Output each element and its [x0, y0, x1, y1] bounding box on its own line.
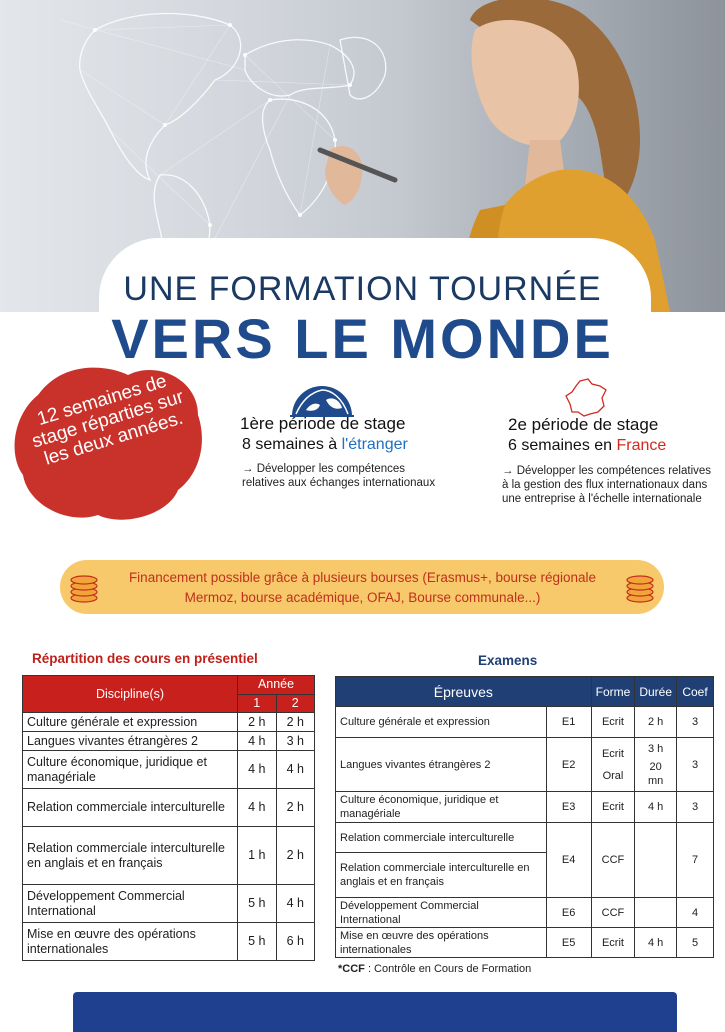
duree-line: 3 h: [648, 742, 664, 755]
forme-cell: CCF: [591, 823, 635, 898]
forme-line: Oral: [602, 769, 624, 782]
code-cell: E4: [546, 823, 591, 898]
header-year2: 2: [276, 694, 314, 713]
table-row: [23, 751, 315, 789]
header-forme: Forme: [591, 677, 635, 707]
table-row: [336, 928, 714, 958]
duree-cell: 2 h: [635, 707, 677, 738]
year2-cell: 4 h: [276, 751, 314, 789]
table-row: [336, 707, 714, 738]
epreuve-cell: Relation commerciale interculturelle en anglais et en français: [336, 853, 547, 898]
code-cell: E1: [546, 707, 591, 738]
coef-cell: 3: [677, 738, 714, 792]
year1-cell: 1 h: [238, 827, 276, 885]
epreuve-cell: Relation commerciale interculturelle: [336, 823, 547, 853]
burst-text: 12 semaines de stage réparties sur les deux années.: [29, 370, 187, 470]
discipline-cell: Relation commerciale interculturelle: [23, 789, 238, 827]
ccf-footnote: [338, 963, 531, 975]
year1-cell: 4 h: [238, 751, 276, 789]
ccf-note-bold: *CCF: [338, 963, 365, 975]
period2-subtitle: [508, 437, 666, 455]
table-row: [336, 823, 714, 853]
discipline-cell: Culture économique, juridique et managériale: [23, 751, 238, 789]
globe-icon: [288, 380, 356, 418]
period1-sub-prefix: 8 semaines à: [242, 436, 342, 453]
period2-title: 2e période de stage: [508, 415, 659, 434]
period2-sub-prefix: 6 semaines en: [508, 437, 617, 454]
epreuve-cell: Langues vivantes étrangères 2: [336, 738, 547, 792]
duree-cell: [635, 898, 677, 928]
forme-line: Ecrit: [601, 747, 624, 760]
year2-cell: 3 h: [276, 732, 314, 751]
exams-table: [335, 676, 714, 958]
discipline-cell: Développement Commercial International: [23, 885, 238, 923]
year1-cell: 2 h: [238, 713, 276, 732]
forme-cell: Ecrit: [591, 707, 635, 738]
epreuve-cell: Culture générale et expression: [336, 707, 547, 738]
duree-cell: 4 h: [635, 792, 677, 823]
period1-sub-highlight: l'étranger: [341, 436, 408, 453]
code-cell: E3: [546, 792, 591, 823]
header-coef: Coef: [677, 677, 714, 707]
table-row: [23, 923, 315, 961]
courses-table: [22, 675, 315, 961]
coef-cell: 3: [677, 792, 714, 823]
france-map-icon: [562, 378, 610, 418]
year2-cell: 2 h: [276, 713, 314, 732]
epreuve-cell: Mise en œuvre des opérations internationales: [336, 928, 547, 958]
coins-icon: [622, 570, 658, 606]
code-cell: E6: [546, 898, 591, 928]
coef-cell: 5: [677, 928, 714, 958]
year1-cell: 4 h: [238, 789, 276, 827]
coef-cell: 3: [677, 707, 714, 738]
header-annee: Année: [238, 676, 315, 695]
year2-cell: 4 h: [276, 885, 314, 923]
funding-text: Financement possible grâce à plusieurs bourses (Erasmus+, bourse régionale Mermoz, bourse académique, OFAJ, Bourse communale...): [128, 570, 597, 605]
epreuve-cell: Développement Commercial International: [336, 898, 547, 928]
year1-cell: 4 h: [238, 732, 276, 751]
period1-subtitle: [242, 436, 408, 454]
year1-cell: 5 h: [238, 885, 276, 923]
year2-cell: 2 h: [276, 827, 314, 885]
duree-cell: [635, 738, 677, 792]
forme-cell: Ecrit: [591, 928, 635, 958]
page-title-line1: UNE FORMATION TOURNÉE: [123, 270, 602, 308]
discipline-cell: Mise en œuvre des opérations internationales: [23, 923, 238, 961]
year2-cell: 6 h: [276, 923, 314, 961]
forme-cell: Ecrit: [591, 792, 635, 823]
header-year1: 1: [238, 694, 276, 713]
forme-cell: [591, 738, 635, 792]
header-discipline: Discipline(s): [23, 676, 238, 713]
code-cell: E2: [546, 738, 591, 792]
coins-icon: [66, 570, 102, 606]
duree-cell: [635, 823, 677, 898]
period2-sub-highlight: France: [616, 437, 667, 454]
table-row: [336, 898, 714, 928]
period1-title: 1ère période de stage: [240, 414, 406, 433]
period1-description: → Développer les compétences relatives aux échanges internationaux: [242, 463, 436, 489]
page-title-line2: VERS LE MONDE: [111, 307, 614, 370]
coef-cell: 7: [677, 823, 714, 898]
duree-line: 20 mn: [648, 760, 664, 787]
table-row: [23, 789, 315, 827]
code-cell: E5: [546, 928, 591, 958]
discipline-cell: Relation commerciale interculturelle en anglais et en français: [23, 827, 238, 885]
duree-cell: 4 h: [635, 928, 677, 958]
table-row: [336, 792, 714, 823]
period2-description: → Développer les compétences relatives à la gestion des flux internationaux dans une entreprise à l'échelle internationale: [502, 465, 712, 505]
discipline-cell: Langues vivantes étrangères 2: [23, 732, 238, 751]
table-row: [336, 738, 714, 792]
coef-cell: 4: [677, 898, 714, 928]
exams-table-title: Examens: [478, 653, 538, 668]
discipline-cell: Culture générale et expression: [23, 713, 238, 732]
forme-cell: CCF: [591, 898, 635, 928]
year2-cell: 2 h: [276, 789, 314, 827]
year1-cell: 5 h: [238, 923, 276, 961]
ccf-note-text: : Contrôle en Cours de Formation: [364, 963, 532, 975]
header-duree: Durée: [635, 677, 677, 707]
header-epreuves: Épreuves: [336, 677, 592, 707]
table-row: [23, 885, 315, 923]
table-row: [23, 827, 315, 885]
table-row: [23, 713, 315, 732]
epreuve-cell: Culture économique, juridique et managériale: [336, 792, 547, 823]
table-row: [23, 732, 315, 751]
footer-bar: [73, 992, 677, 1032]
courses-table-title: Répartition des cours en présentiel: [32, 651, 258, 666]
